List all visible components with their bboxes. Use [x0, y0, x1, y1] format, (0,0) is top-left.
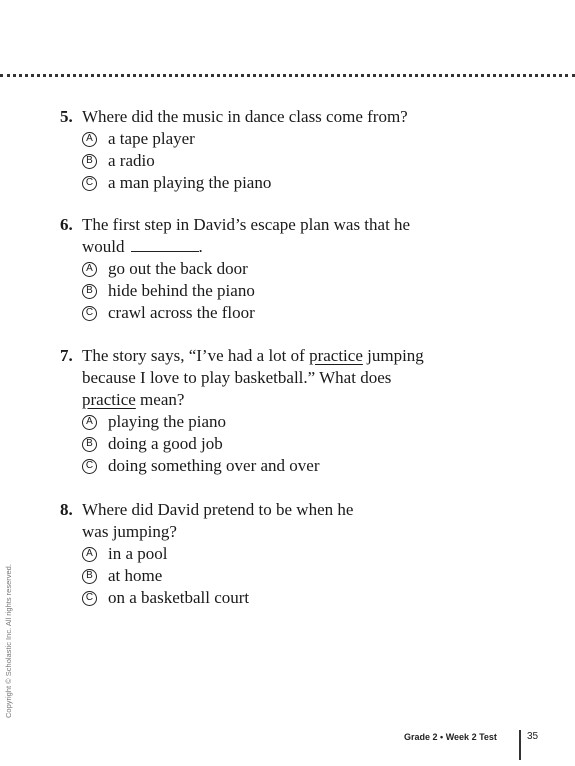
footer-separator: • — [440, 732, 444, 742]
question-stem: 5. Where did the music in dance class come from? — [60, 107, 408, 126]
answer-option-b[interactable]: B a radio — [60, 150, 460, 172]
underlined-word: practice — [309, 346, 363, 365]
question-stem-continued: would . — [82, 237, 203, 256]
question-number: 8. — [60, 500, 73, 519]
answer-bubble[interactable]: B — [82, 154, 97, 169]
answer-option-c[interactable]: C crawl across the floor — [60, 302, 460, 324]
answer-option-a[interactable]: A in a pool — [60, 543, 460, 565]
question-number: 5. — [60, 107, 73, 126]
question-stem: 6. The first step in David’s escape plan was that he — [60, 215, 411, 234]
question-stem-continued: was jumping? — [82, 522, 177, 541]
answer-bubble[interactable]: C — [82, 591, 97, 606]
copyright-notice: Copyright © Scholastic Inc. All rights reserved. — [4, 564, 13, 718]
answer-bubble[interactable]: C — [82, 306, 97, 321]
answer-bubble[interactable]: C — [82, 459, 97, 474]
answer-bubble[interactable]: B — [82, 284, 97, 299]
footer-test: Week 2 Test — [445, 732, 497, 742]
footer-grade: Grade 2 — [404, 732, 438, 742]
answer-option-b[interactable]: B hide behind the piano — [60, 280, 460, 302]
footer-label — [404, 732, 497, 742]
question-8 — [60, 499, 460, 609]
question-5 — [60, 106, 460, 194]
answer-bubble[interactable]: A — [82, 547, 97, 562]
answer-option-a[interactable]: A playing the piano — [60, 411, 460, 433]
fill-in-blank — [131, 237, 199, 252]
question-stem: 7. The story says, “I’ve had a lot of practice jumping — [60, 346, 424, 365]
answer-bubble[interactable]: B — [82, 569, 97, 584]
question-number: 7. — [60, 346, 73, 365]
dotted-divider — [0, 74, 575, 77]
answer-option-c[interactable]: C on a basketball court — [60, 587, 460, 609]
answer-bubble[interactable]: B — [82, 437, 97, 452]
answer-bubble[interactable]: A — [82, 132, 97, 147]
answer-bubble[interactable]: A — [82, 262, 97, 277]
underlined-word: practice — [82, 390, 136, 409]
answer-option-b[interactable]: B at home — [60, 565, 460, 587]
answer-option-b[interactable]: B doing a good job — [60, 433, 460, 455]
question-7 — [60, 345, 460, 477]
page-number: 35 — [527, 731, 539, 742]
question-stem-continued: because I love to play basketball.” What does — [82, 368, 392, 387]
answer-bubble[interactable]: A — [82, 415, 97, 430]
footer-divider — [519, 730, 521, 760]
question-number: 6. — [60, 215, 73, 234]
question-6 — [60, 214, 460, 324]
question-stem: 8. Where did David pretend to be when he — [60, 500, 354, 519]
answer-bubble[interactable]: C — [82, 176, 97, 191]
answer-option-c[interactable]: C a man playing the piano — [60, 172, 460, 194]
answer-option-a[interactable]: A a tape player — [60, 128, 460, 150]
question-stem-continued: practice mean? — [82, 390, 185, 409]
answer-option-c[interactable]: C doing something over and over — [60, 455, 460, 477]
answer-option-a[interactable]: A go out the back door — [60, 258, 460, 280]
